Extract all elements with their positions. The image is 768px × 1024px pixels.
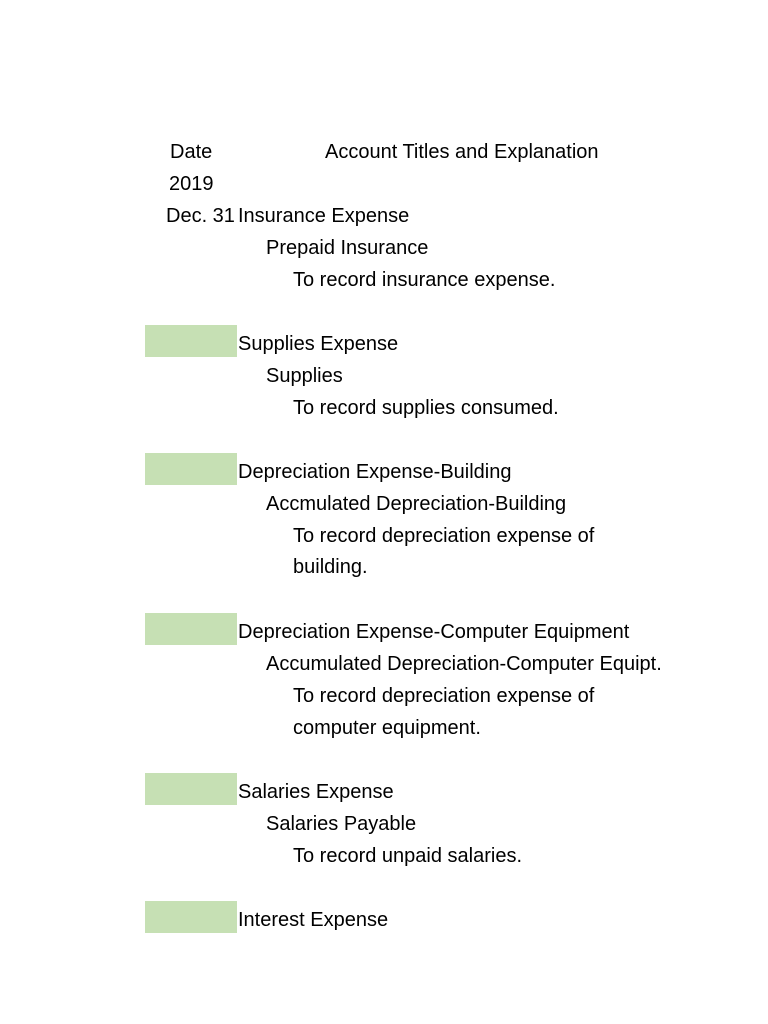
entry-date: Dec. 31: [166, 205, 235, 227]
date-cell-highlight[interactable]: [145, 901, 237, 933]
credit-account: Accmulated Depreciation-Building: [266, 493, 567, 515]
entry-explanation: To record supplies consumed.: [293, 397, 559, 419]
debit-account: Salaries Expense: [238, 781, 394, 803]
debit-account: Depreciation Expense-Computer Equipment: [238, 621, 630, 643]
date-cell-highlight[interactable]: [145, 453, 237, 485]
date-cell-highlight[interactable]: [145, 613, 237, 645]
debit-account: Interest Expense: [238, 909, 389, 931]
credit-account: Accumulated Depreciation-Computer Equipt.: [266, 653, 662, 675]
year-label: 2019: [169, 173, 214, 195]
date-cell-highlight[interactable]: [145, 325, 237, 357]
credit-account: Prepaid Insurance: [266, 237, 429, 259]
entry-explanation: To record unpaid salaries.: [293, 845, 523, 867]
entry-explanation: computer equipment.: [293, 717, 481, 739]
entry-explanation: To record depreciation expense of: [293, 685, 595, 707]
account-column-header: Account Titles and Explanation: [325, 141, 599, 163]
debit-account: Insurance Expense: [238, 205, 410, 227]
date-cell-highlight[interactable]: [145, 773, 237, 805]
entry-explanation: To record depreciation expense of: [293, 525, 595, 547]
debit-account: Depreciation Expense-Building: [238, 461, 512, 483]
credit-account: Supplies: [266, 365, 343, 387]
date-column-header: Date: [170, 141, 213, 163]
entry-explanation: To record insurance expense.: [293, 269, 556, 291]
entry-explanation: building.: [293, 556, 368, 578]
debit-account: Supplies Expense: [238, 333, 399, 355]
credit-account: Salaries Payable: [266, 813, 417, 835]
